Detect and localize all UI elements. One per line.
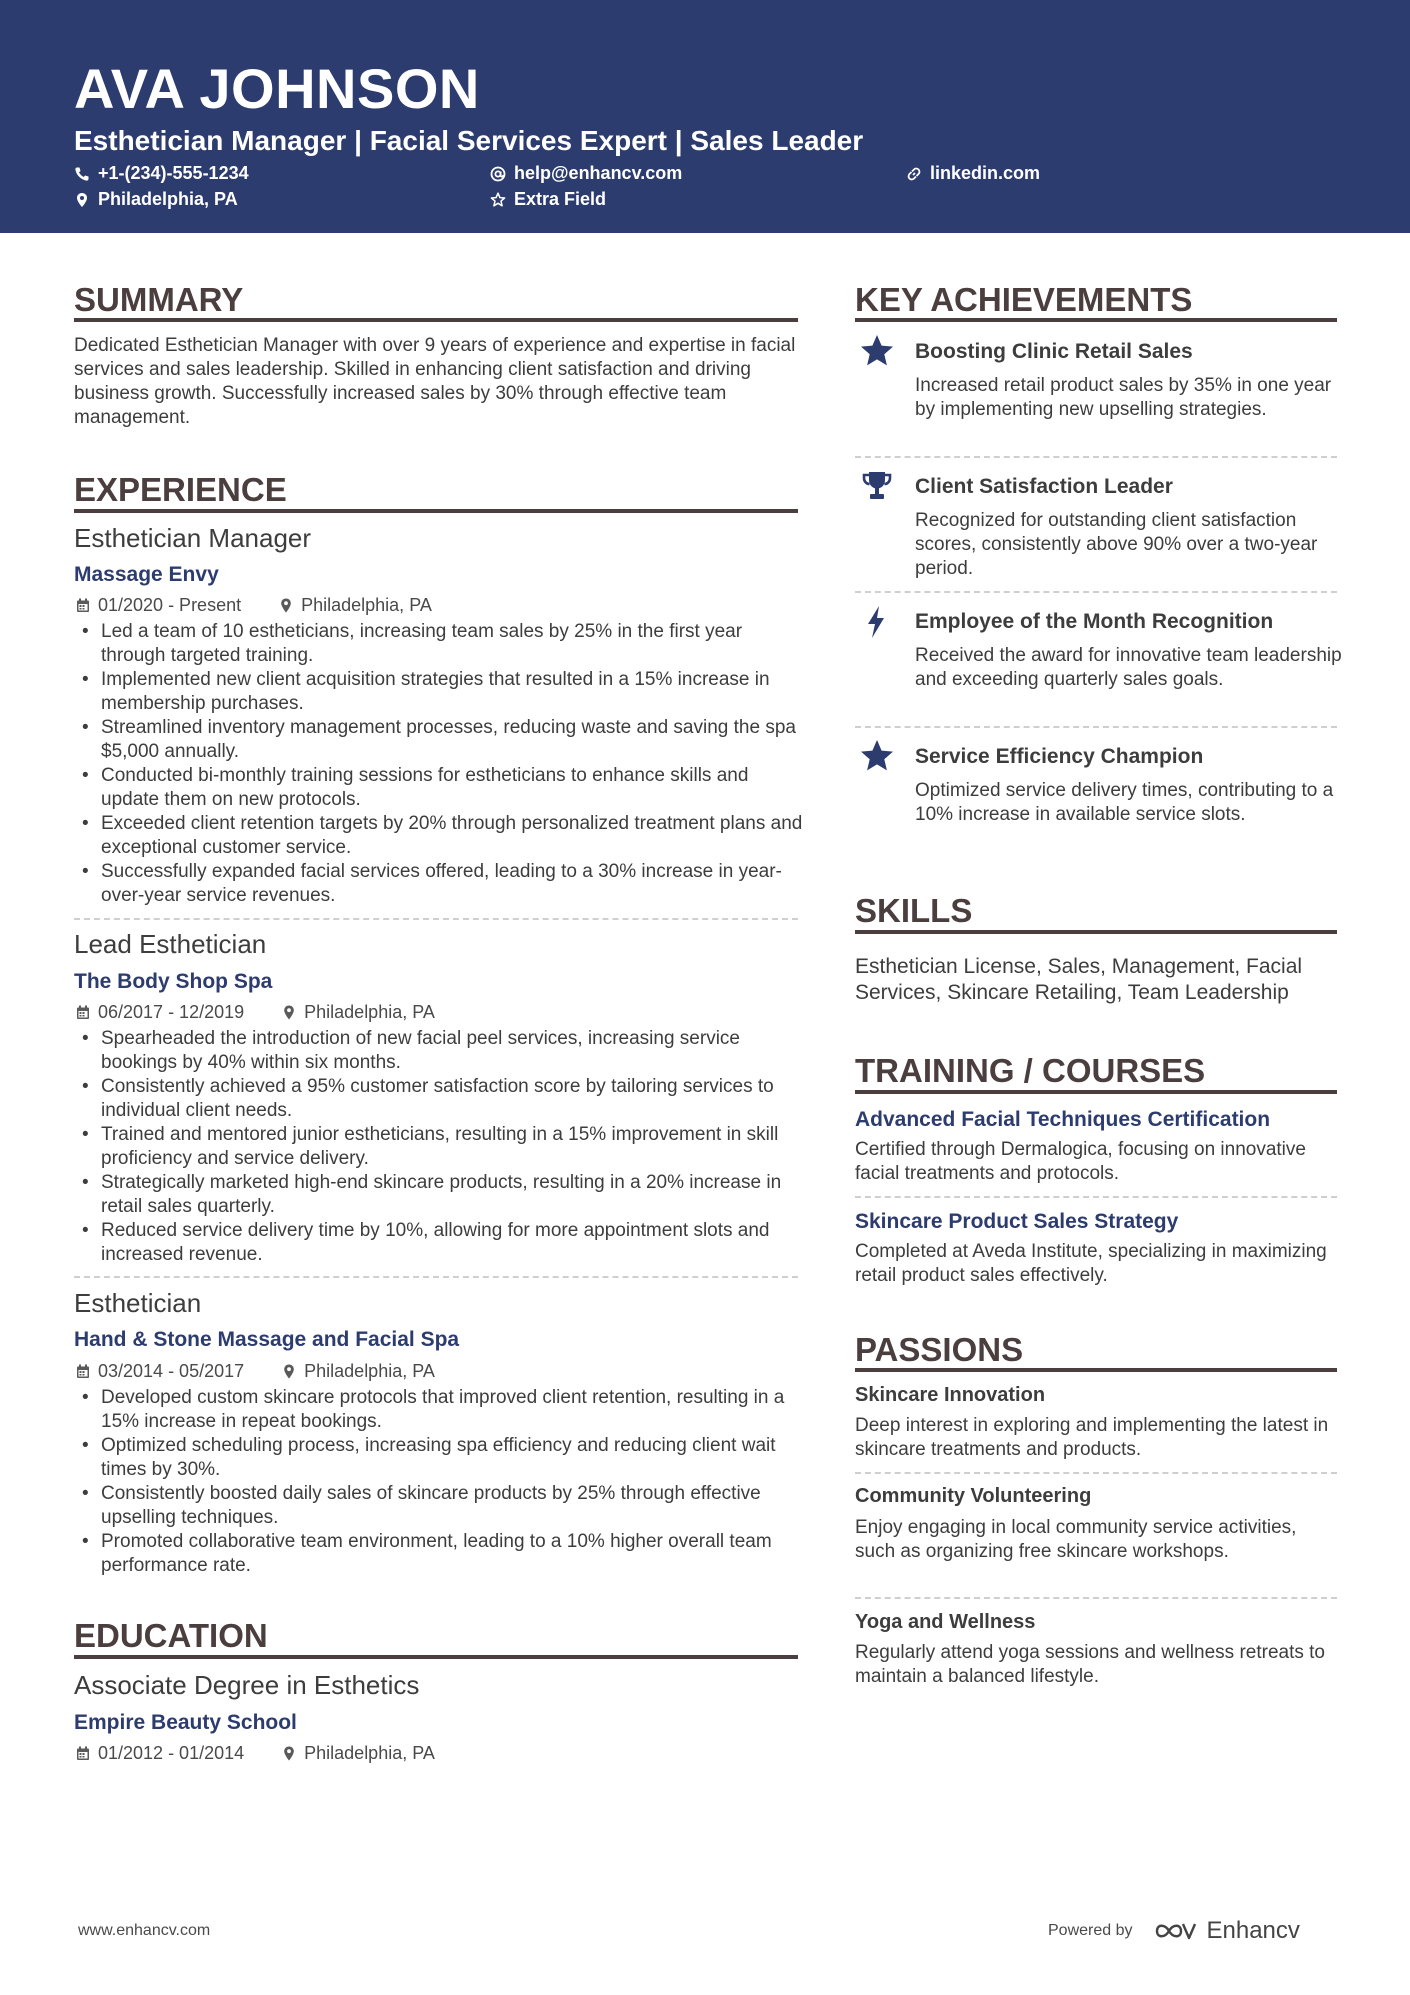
calendar-icon [76, 1005, 90, 1020]
job-bullet: • Consistently boosted daily sales of skincare products by 25% through effective upselling techniques. [74, 1482, 804, 1530]
skills-heading: SKILLS [855, 892, 973, 929]
candidate-tagline: Esthetician Manager | Facial Services Expert | Sales Leader [74, 125, 864, 156]
job-bullet: • Strategically marketed high-end skincare products, resulting in a 20% increase in retail sales quarterly. [74, 1171, 804, 1219]
enhancv-logo-icon [1153, 1919, 1199, 1943]
job-role: Lead Esthetician [74, 929, 267, 959]
job-bullets [74, 1386, 804, 1578]
experience-heading: EXPERIENCE [74, 471, 287, 508]
achievement-divider [855, 456, 1337, 458]
location-pin-icon [279, 598, 293, 613]
passion-text: Regularly attend yoga sessions and wellness retreats to maintain a balanced lifestyle. [855, 1642, 1325, 1687]
star-icon [859, 333, 895, 369]
job-divider [74, 1276, 798, 1278]
location-pin-icon [282, 1005, 296, 1020]
education-meta [76, 1744, 435, 1762]
job-dates: 06/2017 - 12/2019 [98, 1002, 245, 1022]
achievement-title: Boosting Clinic Retail Sales [915, 340, 1193, 363]
job-location: Philadelphia, PA [301, 595, 432, 615]
summary-text: Dedicated Esthetician Manager with over 9 years of experience and expertise in facial services and sales leadership. Skilled in enhancing client satisfaction and driving business growth. Successfully increased sales by 30% through effective team management. [74, 335, 796, 428]
contact-email[interactable] [490, 163, 682, 184]
location-pin-icon [282, 1746, 296, 1761]
powered-by-label: Powered by [1048, 1922, 1133, 1939]
job-bullets [74, 1027, 804, 1267]
passion-title: Community Volunteering [855, 1485, 1092, 1507]
job-bullet: • Reduced service delivery time by 10%, allowing for more appointment slots and increased revenue. [74, 1219, 804, 1267]
achievement-text: Optimized service delivery times, contributing to a 10% increase in available service slots. [915, 780, 1334, 825]
calendar-icon [76, 598, 90, 613]
education-location: Philadelphia, PA [304, 1743, 435, 1763]
job-bullet: • Consistently achieved a 95% customer satisfaction score by tailoring services to individual client needs. [74, 1075, 804, 1123]
job-company: Hand & Stone Massage and Facial Spa [74, 1328, 460, 1351]
course-text: Completed at Aveda Institute, specializing in maximizing retail product sales effectively. [855, 1241, 1327, 1286]
calendar-icon [76, 1746, 90, 1761]
job-meta [76, 596, 432, 614]
education-heading: EDUCATION [74, 1617, 268, 1654]
location-pin-icon [282, 1364, 296, 1379]
experience-rule [74, 509, 798, 513]
job-meta [76, 1003, 435, 1021]
summary-heading: SUMMARY [74, 281, 244, 318]
summary-rule [74, 318, 798, 322]
job-company: Massage Envy [74, 563, 219, 586]
skills-list: Esthetician License, Sales, Management, Facial Services, Skincare Retailing, Team Leadership [855, 955, 1303, 1004]
job-bullet: • Implemented new client acquisition strategies that resulted in a 15% increase in membership purchases. [74, 668, 804, 716]
job-role: Esthetician Manager [74, 523, 312, 553]
education-rule [74, 1655, 798, 1659]
job-bullet: • Streamlined inventory management processes, reducing waste and saving the spa $5,000 annually. [74, 716, 804, 764]
star-outline-icon [490, 192, 506, 208]
footer-website[interactable]: www.enhancv.com [78, 1922, 211, 1939]
job-location: Philadelphia, PA [304, 1002, 435, 1022]
contact-linkedin[interactable] [906, 163, 1040, 184]
training-rule [855, 1090, 1337, 1094]
job-bullet: • Trained and mentored junior estheticians, resulting in a 15% improvement in skill proficiency and service delivery. [74, 1123, 804, 1171]
job-divider [74, 918, 798, 920]
phone-icon [74, 166, 90, 182]
candidate-name: AVA JOHNSON [74, 57, 480, 120]
job-dates: 03/2014 - 05/2017 [98, 1361, 245, 1381]
job-location: Philadelphia, PA [304, 1361, 435, 1381]
training-heading: TRAINING / COURSES [855, 1052, 1206, 1089]
course-divider [855, 1196, 1337, 1198]
achievement-divider [855, 726, 1337, 728]
linkedin-text: linkedin.com [930, 163, 1041, 183]
achievement-divider [855, 591, 1337, 593]
course-title: Skincare Product Sales Strategy [855, 1210, 1179, 1233]
passion-text: Enjoy engaging in local community service activities, such as organizing free skincare workshops. [855, 1517, 1297, 1562]
achievement-title: Employee of the Month Recognition [915, 610, 1274, 633]
job-bullet: • Exceeded client retention targets by 20% through personalized treatment plans and exceptional customer service. [74, 812, 804, 860]
passions-rule [855, 1368, 1337, 1372]
location-text: Philadelphia, PA [98, 189, 238, 209]
phone-text: +1-(234)-555-1234 [98, 163, 249, 183]
star-icon [859, 738, 895, 774]
achievement-text: Received the award for innovative team leadership and exceeding quarterly sales goals. [915, 645, 1342, 690]
job-bullet: • Conducted bi-monthly training sessions for estheticians to enhance skills and update them on new protocols. [74, 764, 804, 812]
course-title: Advanced Facial Techniques Certification [855, 1108, 1271, 1131]
brand-logo[interactable] [1153, 1917, 1300, 1945]
calendar-icon [76, 1364, 90, 1379]
resume-header [0, 0, 1410, 233]
achievement-title: Client Satisfaction Leader [915, 475, 1173, 498]
job-meta [76, 1362, 435, 1380]
job-role: Esthetician [74, 1288, 202, 1318]
achievements-heading: KEY ACHIEVEMENTS [855, 281, 1193, 318]
achievement-title: Service Efficiency Champion [915, 745, 1204, 768]
lightning-icon [859, 604, 895, 640]
passion-text: Deep interest in exploring and implementing the latest in skincare treatments and products. [855, 1415, 1329, 1460]
passion-title: Skincare Innovation [855, 1384, 1046, 1406]
achievement-text: Recognized for outstanding client satisfaction scores, consistently above 90% over a two-year period. [915, 510, 1318, 579]
job-bullet: • Successfully expanded facial services offered, leading to a 30% increase in year-over-year service revenues. [74, 860, 804, 908]
education-dates: 01/2012 - 01/2014 [98, 1743, 245, 1763]
brand-name: Enhancv [1206, 1917, 1300, 1944]
achievement-text: Increased retail product sales by 35% in one year by implementing new upselling strategies. [915, 375, 1332, 420]
contact-location [74, 189, 238, 210]
job-bullet: • Led a team of 10 estheticians, increasing team sales by 25% in the first year through targeted training. [74, 620, 804, 668]
passion-title: Yoga and Wellness [855, 1611, 1036, 1633]
passion-divider [855, 1472, 1337, 1474]
at-icon [490, 166, 506, 182]
achievements-rule [855, 318, 1337, 322]
education-degree: Associate Degree in Esthetics [74, 1670, 420, 1700]
job-bullet: • Spearheaded the introduction of new facial peel services, increasing service bookings by 40% within six months. [74, 1027, 804, 1075]
location-pin-icon [74, 192, 90, 208]
extra-text: Extra Field [514, 189, 607, 209]
email-text: help@enhancv.com [514, 163, 683, 183]
footer-branding [1048, 1917, 1300, 1945]
job-bullet: • Developed custom skincare protocols that improved client retention, resulting in a 15% increase in repeat bookings. [74, 1386, 804, 1434]
trophy-icon [859, 468, 895, 504]
contact-phone[interactable] [74, 163, 249, 184]
job-bullets [74, 620, 804, 908]
job-bullet: • Promoted collaborative team environment, leading to a 10% higher overall team performance rate. [74, 1530, 804, 1578]
passions-heading: PASSIONS [855, 1331, 1024, 1368]
link-icon [906, 166, 922, 182]
skills-rule [855, 930, 1337, 934]
contact-extra [490, 189, 606, 210]
job-company: The Body Shop Spa [74, 970, 273, 993]
job-dates: 01/2020 - Present [98, 595, 242, 615]
job-bullet: • Optimized scheduling process, increasing spa efficiency and reducing client wait times by 30%. [74, 1434, 804, 1482]
course-text: Certified through Dermalogica, focusing on innovative facial treatments and protocols. [855, 1139, 1306, 1184]
education-school: Empire Beauty School [74, 1711, 297, 1734]
passion-divider [855, 1597, 1337, 1599]
